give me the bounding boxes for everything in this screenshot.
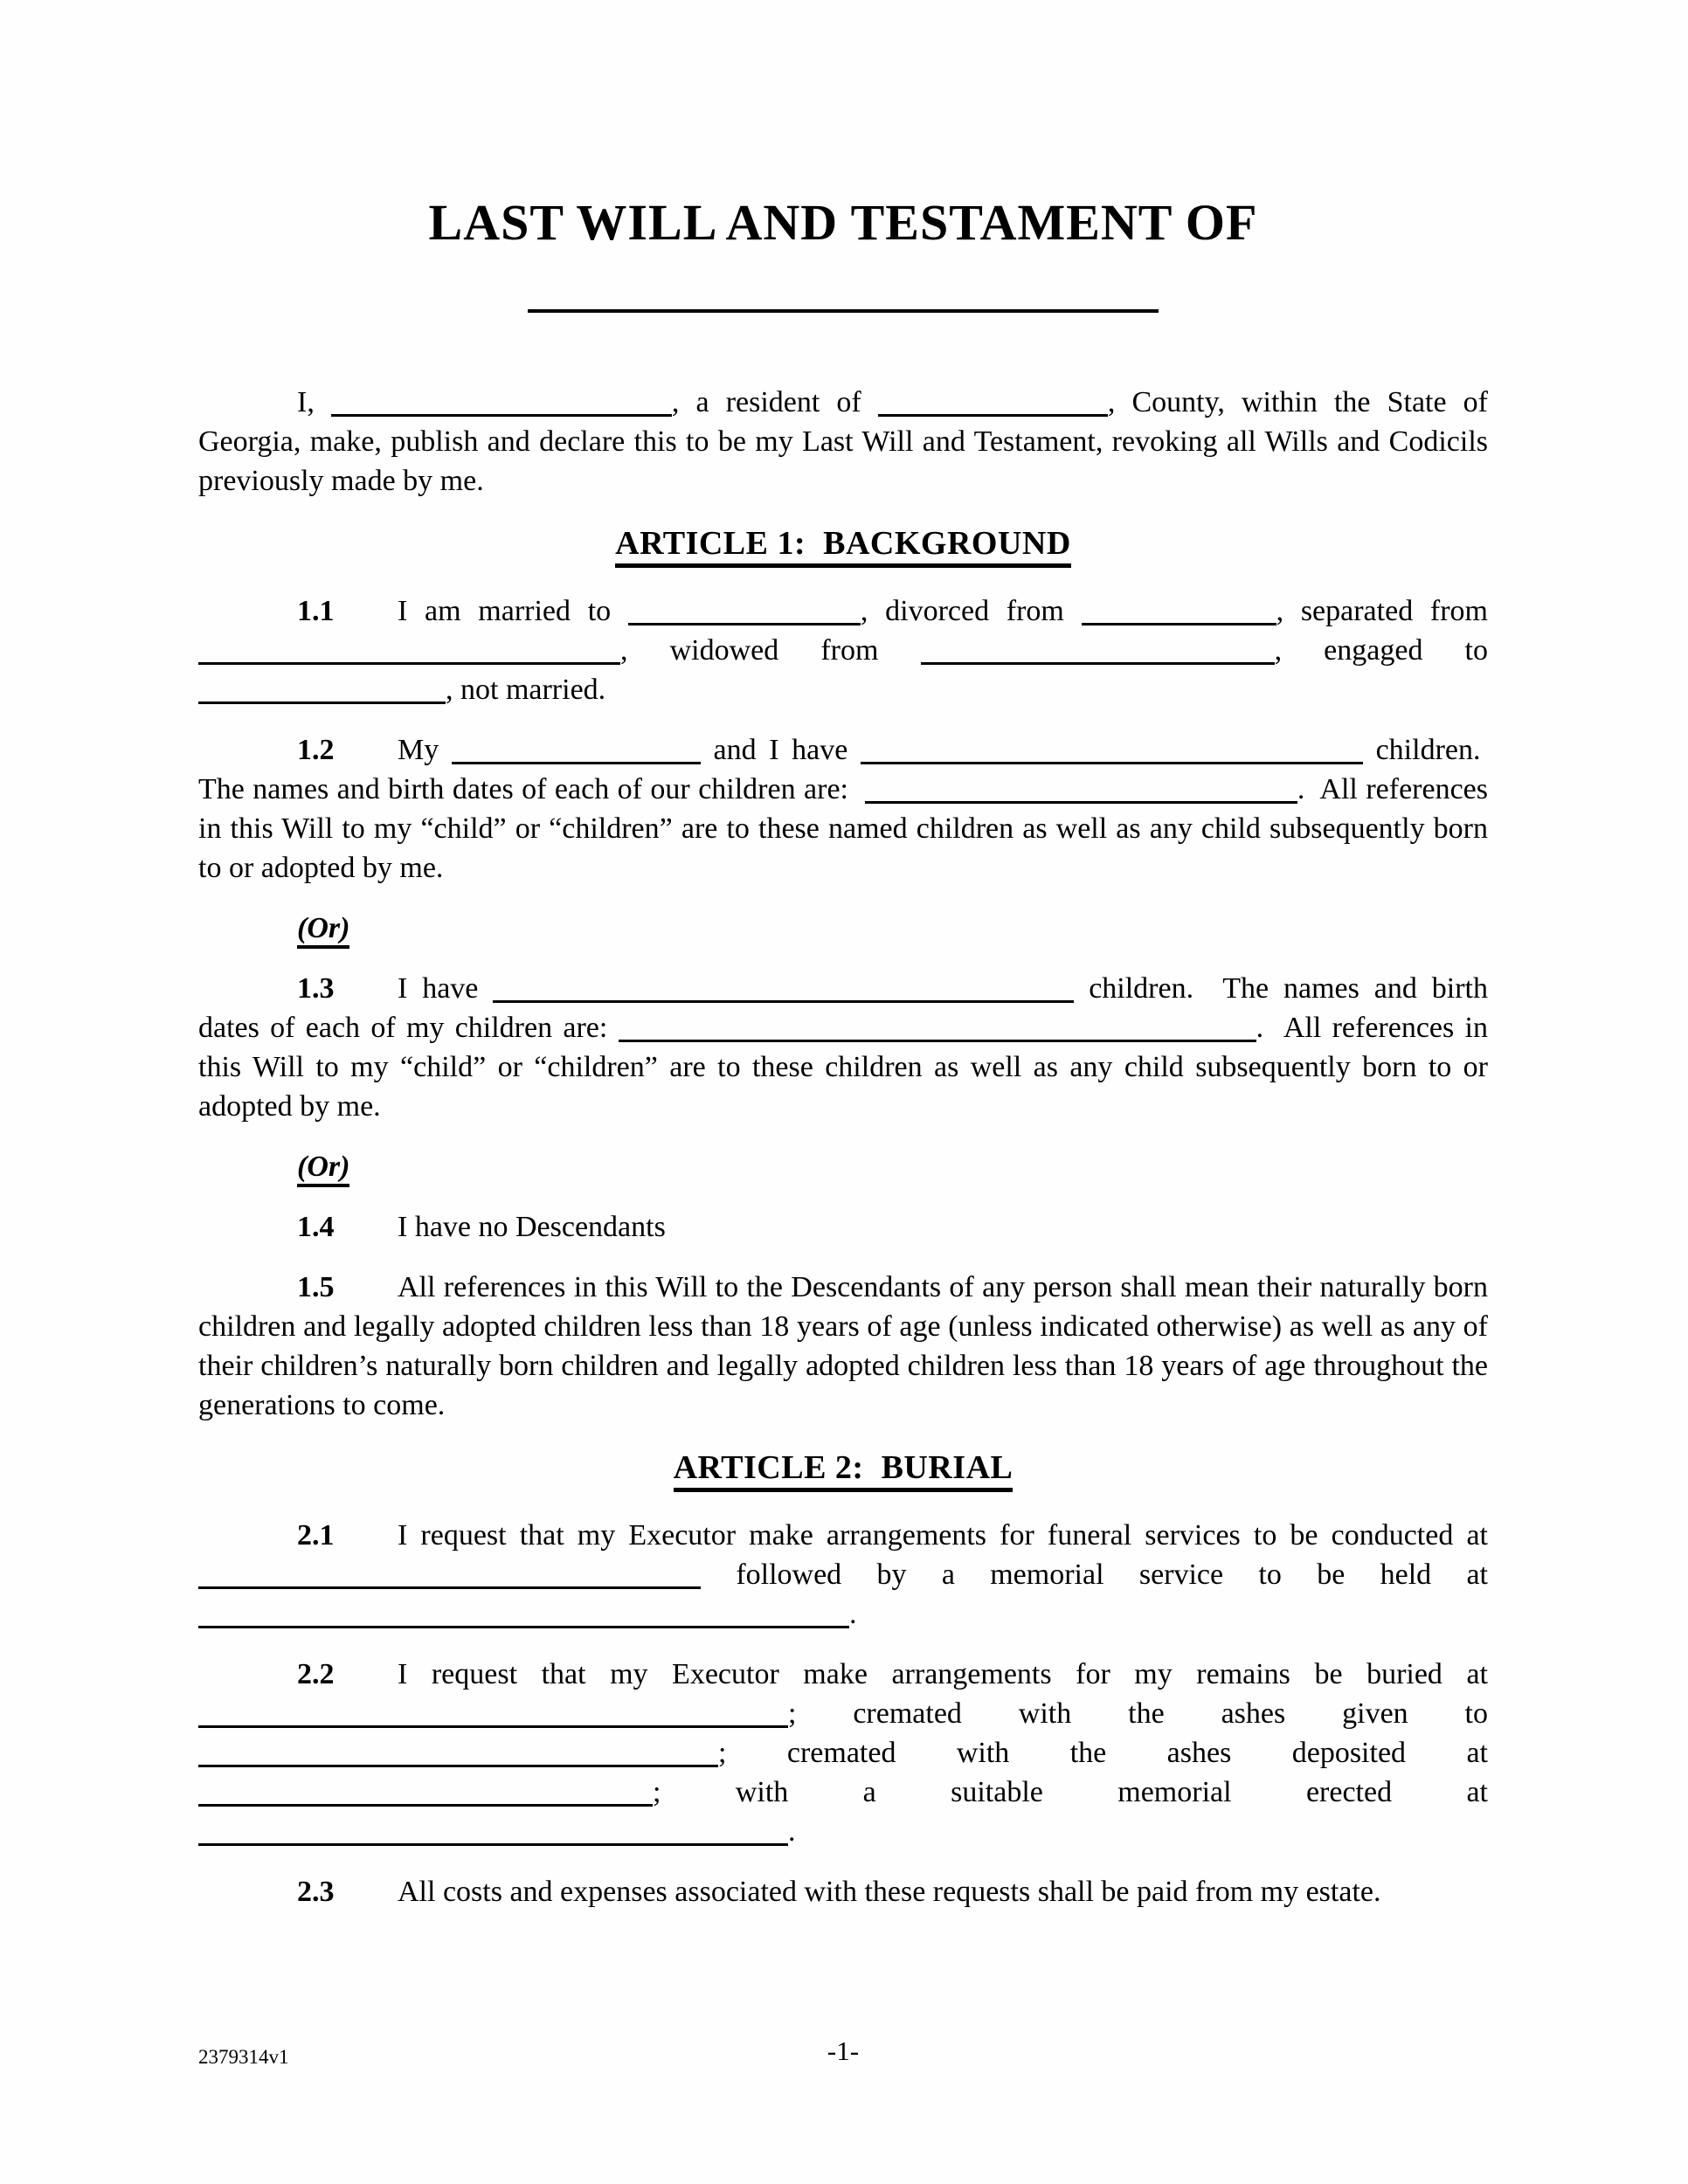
- article-heading: [198, 1446, 1488, 1489]
- or-marker: [198, 909, 1488, 948]
- text-run: I,: [297, 386, 331, 418]
- blank-field: [331, 388, 672, 417]
- paragraph-1.1: [198, 591, 1488, 709]
- section-number: 2.2: [297, 1658, 335, 1690]
- article-heading-text: ARTICLE 1: BACKGROUND: [615, 525, 1071, 568]
- text-run: All references in this Will to the Descendants of any person shall mean their naturally born children and legally adopted children less than 18 years of age (unless indicated otherwise) as well as any of their children’s naturally born children and legally adopted children less than 18 years of age throughout the generations to come.: [198, 1271, 1488, 1421]
- paragraph-1.2: [198, 730, 1488, 888]
- blank-field: [628, 597, 861, 625]
- blank-field: [861, 736, 1363, 764]
- or-marker: [198, 1147, 1488, 1186]
- text-run: , widowed from: [620, 634, 921, 667]
- blank-field: [198, 636, 620, 665]
- text-run: . All references in this Will to my “child” or “children” are to these named children as well as any child subsequently born to or adopted by me.: [198, 773, 1488, 884]
- footer-doc-id: 2379314v1: [198, 2046, 289, 2068]
- or-marker-text: (Or): [297, 1151, 349, 1187]
- text-run: ; cremated with the ashes given to: [788, 1697, 1488, 1730]
- testator-name-blank-line: [528, 309, 1159, 313]
- blank-field: [198, 1817, 788, 1846]
- section-number: 1.3: [297, 972, 335, 1005]
- text-run: and I have: [700, 734, 861, 766]
- blank-field: [865, 775, 1297, 804]
- text-run: , not married.: [446, 674, 606, 706]
- paragraph-intro: [198, 383, 1488, 501]
- blank-field: [619, 1013, 1256, 1042]
- text-run: followed by a memorial service to be held at: [701, 1559, 1488, 1591]
- page-title: LAST WILL AND TESTAMENT OF: [428, 194, 1258, 251]
- paragraph-2.2: [198, 1655, 1488, 1851]
- paragraph-1.4: [198, 1207, 1488, 1247]
- text-run: All costs and expenses associated with these requests shall be paid from my estate.: [398, 1876, 1381, 1908]
- text-run: I request that my Executor make arrangements for funeral services to be conducted at: [398, 1519, 1488, 1552]
- blank-field: [198, 1778, 653, 1807]
- blank-field: [198, 1699, 788, 1728]
- section-number: 1.2: [297, 734, 335, 766]
- footer-page-number: -1-: [827, 2035, 860, 2066]
- text-run: , separated from: [1276, 595, 1488, 627]
- section-number: 1.4: [297, 1211, 335, 1243]
- text-run: ; cremated with the ashes deposited at: [718, 1737, 1488, 1769]
- paragraph-2.1: [198, 1516, 1488, 1634]
- text-run: . All references in this Will to my “child” or “children” are to these children as well as any child subsequently born to or adopted by me.: [198, 1012, 1488, 1123]
- article-heading: [198, 522, 1488, 565]
- text-run: ; with a suitable memorial erected at: [653, 1776, 1488, 1808]
- blank-field: [1082, 597, 1276, 625]
- text-run: , a resident of: [671, 386, 878, 418]
- paragraph-2.3: [198, 1872, 1488, 1911]
- blank-field: [493, 974, 1074, 1003]
- text-run: My: [398, 734, 452, 766]
- paragraph-1.3: [198, 969, 1488, 1126]
- section-number: 2.3: [297, 1876, 335, 1908]
- paragraph-1.5: [198, 1268, 1488, 1425]
- blank-field: [452, 736, 701, 764]
- blank-field: [198, 1600, 849, 1628]
- text-run: I have: [398, 972, 494, 1005]
- article-heading-text: ARTICLE 2: BURIAL: [674, 1449, 1013, 1492]
- or-marker-text: (Or): [297, 912, 349, 949]
- blank-field: [198, 1560, 701, 1589]
- page-footer: [198, 2034, 1488, 2069]
- document-body: [198, 383, 1488, 1911]
- text-run: , engaged to: [1274, 634, 1488, 667]
- section-number: 1.5: [297, 1271, 335, 1303]
- text-run: , divorced from: [860, 595, 1082, 627]
- section-number: 1.1: [297, 595, 335, 627]
- document-content: [198, 0, 1488, 1932]
- text-run: .: [849, 1598, 857, 1630]
- section-number: 2.1: [297, 1519, 335, 1552]
- blank-field: [878, 388, 1108, 417]
- text-run: children. The names and birth dates of each of my children are:: [198, 972, 1488, 1044]
- text-run: I have no Descendants: [398, 1211, 666, 1243]
- text-run: I request that my Executor make arrangements for my remains be buried at: [398, 1658, 1488, 1690]
- text-run: .: [788, 1815, 796, 1848]
- blank-field: [198, 1738, 718, 1767]
- text-run: I am married to: [398, 595, 628, 627]
- text-run: , County, within the State of Georgia, make, publish and declare this to be my Last Will and Testament, revoking all Wills and Codicils previously made by me.: [198, 386, 1488, 497]
- text-run: children. The names and birth dates of each of our children are:: [198, 734, 1488, 805]
- blank-field: [921, 636, 1275, 665]
- blank-field: [198, 675, 446, 704]
